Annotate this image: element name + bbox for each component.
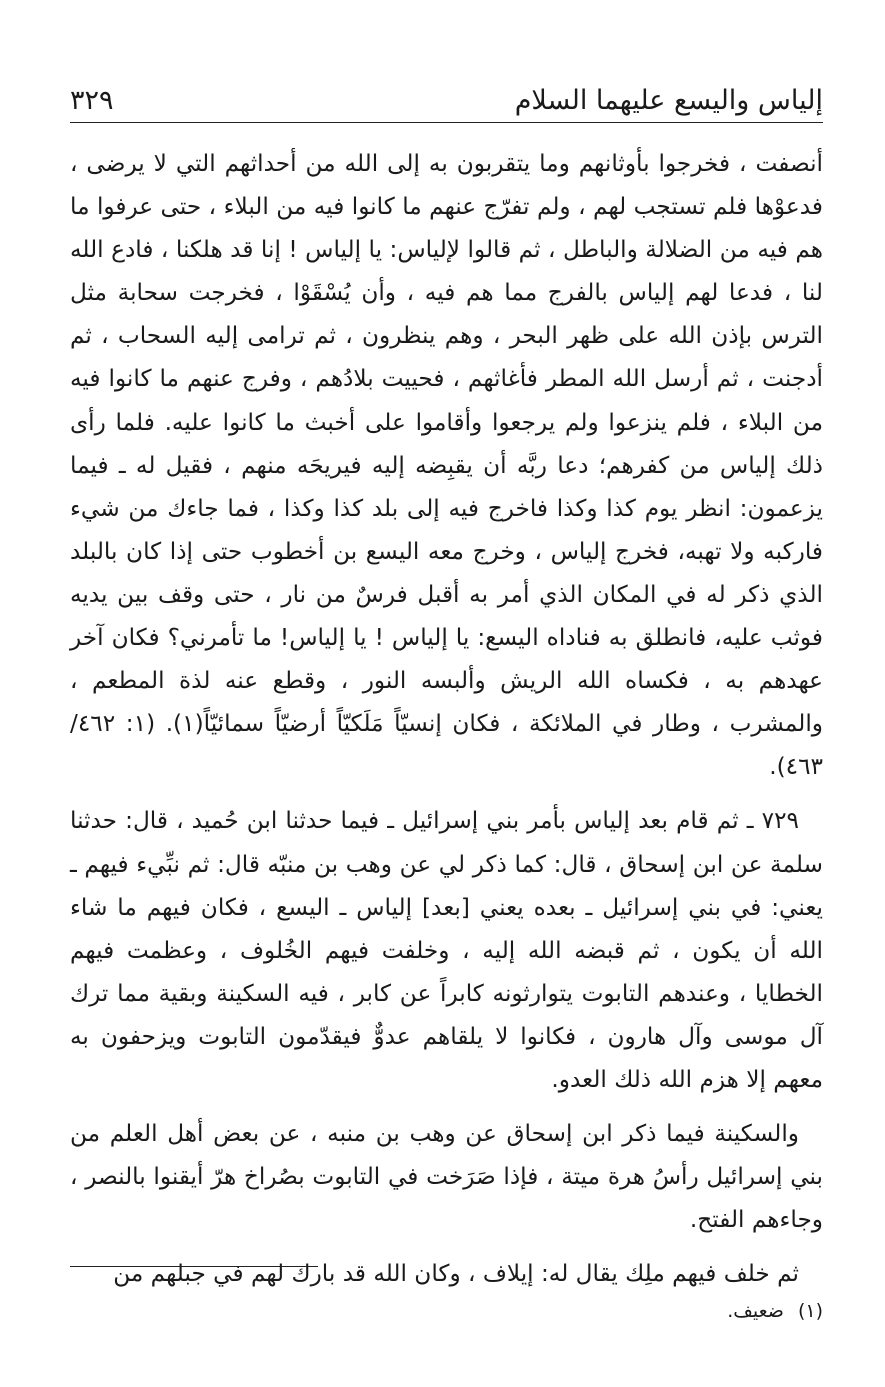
- paragraph: ٧٢٩ ـ ثم قام بعد إلياس بأمر بني إسرائيل ـ فيما حدثنا ابن حُميد ، قال: حدثنا سلمة عن ابن إسحاق ، قال: كما ذكر لي عن وهب بن منبّه قال: ثم نبِّيء فيهم ـ يعني: في بني إسرائيل ـ بعده يعني [بعد] إلياس ـ اليسع ، فكان فيهم ما شاء الله أن يكون ، ثم قبضه الله إليه ، وخلفت فيهم الخُلوف ، وعظمت فيهم الخطايا ، وعندهم التابوت يتوارثونه كابراً عن كابر ، فيه السكينة وبقية مما ترك آل موسى وآل هارون ، فكانوا لا يلقاهم عدوٌّ فيقدّمون التابوت ويزحفون به معهم إلا هزم الله ذلك العدو.: [70, 807, 823, 1093]
- footnote: [713, 1296, 823, 1326]
- footnote-marker: (١): [797, 1300, 823, 1322]
- paragraph: ثم خلف فيهم ملِك يقال له: إيلاف ، وكان الله قد بارك لهم في جبلهم من: [113, 1260, 799, 1288]
- footnote-text: ضعيف.: [727, 1300, 784, 1322]
- running-header: [70, 78, 823, 123]
- paragraph: والسكينة فيما ذكر ابن إسحاق عن وهب بن منبه ، عن بعض أهل العلم من بني إسرائيل رأسُ هرة ميتة ، فإذا صَرَخت في التابوت بصُراخ هرّ أيقنوا بالنصر ، وجاءهم الفتح.: [70, 1120, 823, 1234]
- footnote-separator: [70, 1266, 318, 1267]
- main-text: [70, 142, 823, 1295]
- page-number: ٣٢٩: [70, 85, 114, 116]
- chapter-title: إلياس واليسع عليهما السلام: [514, 85, 823, 116]
- paragraph: أنصفت ، فخرجوا بأوثانهم وما يتقربون به إلى الله من أحداثهم التي لا يرضى ، فدعوْها فلم تستجب لهم ، ولم تفرّج عنهم ما كانوا فيه من البلاء ، حتى عرفوا ما هم فيه من الضلالة والباطل ، ثم قالوا لإلياس: يا إلياس ! إنا قد هلكنا ، فادع الله لنا ، فدعا لهم إلياس بالفرج مما هم فيه ، وأن يُسْقَوْا ، فخرجت سحابة مثل الترس بإذن الله على ظهر البحر ، وهم ينظرون ، ثم ترامى إليه السحاب ، ثم أدجنت ، ثم أرسل الله المطر فأغاثهم ، فحييت بلادُهم ، وفرج عنهم ما كانوا فيه من البلاء ، فلم ينزعوا ولم يرجعوا وأقاموا على أخبث ما كانوا عليه. فلما رأى ذلك إلياس من كفرهم؛ دعا ربَّه أن يقبِضه إليه فيريحَه منهم ، فقيل له ـ فيما يزعمون: انظر يوم كذا وكذا فاخرج فيه إلى بلد كذا وكذا ، فما جاءك من شيء فاركبه ولا تهبه، فخرج إلياس ، وخرج معه اليسع بن أخطوب حتى إذا كان بالبلد الذي ذكر له في المكان الذي أمر به أقبل فرسٌ من نار ، حتى وقف بين يديه فوثب عليه، فانطلق به فناداه اليسع: يا إلياس ! يا إلياس! ما تأمرني؟ فكان آخر عهدهم به ، فكساه الله الريش وألبسه النور ، وقطع عنه لذة المطعم ، والمشرب ، وطار في الملائكة ، فكان إنسيّاً مَلَكيّاً أرضيّاً سمائيّاً(١). (١: ٤٦٢/ ٤٦٣).: [70, 150, 823, 781]
